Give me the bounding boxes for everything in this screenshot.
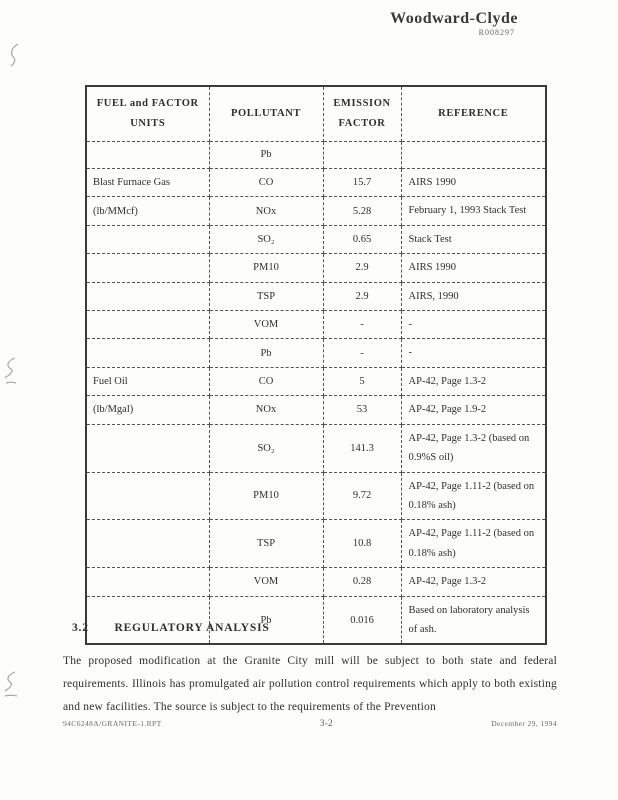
pollutant-cell: SO₂: [209, 424, 323, 472]
reference-cell: AP-42, Page 1.3-2: [401, 568, 546, 596]
table-row: [86, 472, 546, 520]
fuel-cell: [86, 310, 209, 338]
table-row: [86, 141, 546, 168]
pollutant-cell: PM10: [209, 472, 323, 520]
factor-cell: 5: [323, 367, 401, 395]
fuel-cell: [86, 472, 209, 520]
reference-cell: Based on laboratory analysis of ash.: [401, 596, 546, 644]
pollutant-cell: Pb: [209, 141, 323, 168]
reference-cell: -: [401, 310, 546, 338]
header-pollutant: POLLUTANT: [209, 86, 323, 141]
factor-cell: -: [323, 310, 401, 338]
pollutant-cell: VOM: [209, 310, 323, 338]
factor-cell: 10.8: [323, 520, 401, 568]
reference-cell: [401, 141, 546, 168]
pen-mark-icon: [3, 670, 19, 700]
table-row: [86, 396, 546, 424]
factor-cell: 2.9: [323, 254, 401, 282]
pollutant-cell: VOM: [209, 568, 323, 596]
factor-cell: 2.9: [323, 282, 401, 310]
table-row: [86, 367, 546, 395]
table-row: [86, 310, 546, 338]
fuel-cell: [86, 254, 209, 282]
factor-cell: 53: [323, 396, 401, 424]
pollutant-cell: TSP: [209, 282, 323, 310]
reference-cell: February 1, 1993 Stack Test: [401, 197, 546, 225]
fuel-cell: Fuel Oil: [86, 367, 209, 395]
table-row: [86, 197, 546, 225]
pen-mark-icon: [3, 356, 19, 386]
reference-cell: AP-42, Page 1.9-2: [401, 396, 546, 424]
footer-date: December 29, 1994: [491, 719, 557, 728]
pollutant-cell: NOx: [209, 396, 323, 424]
table-row: [86, 596, 546, 644]
pollutant-cell: PM10: [209, 254, 323, 282]
fuel-cell: [86, 339, 209, 367]
factor-cell: 141.3: [323, 424, 401, 472]
table-row: [86, 339, 546, 367]
header-reference: REFERENCE: [401, 86, 546, 141]
reference-cell: AIRS 1990: [401, 254, 546, 282]
emission-table-body: [86, 141, 546, 644]
table-row: [86, 282, 546, 310]
fuel-cell: (lb/MMcf): [86, 197, 209, 225]
fuel-cell: [86, 225, 209, 253]
table-row: [86, 254, 546, 282]
footer-file-reference: 94C6248A/GRANITE-1.RPT: [63, 719, 162, 728]
pollutant-cell: Pb: [209, 596, 323, 644]
factor-cell: 15.7: [323, 168, 401, 196]
table-header-row: [86, 86, 546, 141]
header-emission-factor: EMISSION FACTOR: [323, 86, 401, 141]
reference-cell: -: [401, 339, 546, 367]
pen-mark-icon: [8, 42, 22, 68]
factor-cell: -: [323, 339, 401, 367]
pollutant-cell: CO: [209, 168, 323, 196]
pollutant-cell: CO: [209, 367, 323, 395]
section-heading: [72, 622, 270, 634]
factor-cell: [323, 141, 401, 168]
factor-cell: 9.72: [323, 472, 401, 520]
company-logo: Woodward-Clyde: [390, 10, 518, 27]
factor-cell: 0.016: [323, 596, 401, 644]
factor-cell: 5.28: [323, 197, 401, 225]
table-row: [86, 424, 546, 472]
pollutant-cell: TSP: [209, 520, 323, 568]
reference-cell: AP-42, Page 1.3-2: [401, 367, 546, 395]
table-row: [86, 520, 546, 568]
reference-cell: AP-42, Page 1.11-2 (based on 0.18% ash): [401, 520, 546, 568]
pollutant-cell: SO₂: [209, 225, 323, 253]
fuel-cell: [86, 141, 209, 168]
factor-cell: 0.28: [323, 568, 401, 596]
pollutant-cell: Pb: [209, 339, 323, 367]
table-row: [86, 225, 546, 253]
reference-cell: AP-42, Page 1.11-2 (based on 0.18% ash): [401, 472, 546, 520]
section-title: REGULATORY ANALYSIS: [114, 622, 270, 634]
section-number: 3.2: [72, 622, 89, 634]
reference-cell: Stack Test: [401, 225, 546, 253]
reference-cell: AIRS 1990: [401, 168, 546, 196]
fuel-cell: [86, 520, 209, 568]
factor-cell: 0.65: [323, 225, 401, 253]
fuel-cell: Blast Furnace Gas: [86, 168, 209, 196]
pollutant-cell: NOx: [209, 197, 323, 225]
emission-factor-table: [85, 85, 547, 645]
body-paragraph: The proposed modification at the Granite City mill will be subject to both state and federal requirements. Illinois has promulgated air pollution control requirements which apply to both existing and new facilities. The source is subject to the requirements of the Prevention: [63, 655, 557, 713]
fuel-cell: [86, 282, 209, 310]
reference-cell: AP-42, Page 1.3-2 (based on 0.9%S oil): [401, 424, 546, 472]
fuel-cell: [86, 596, 209, 644]
page-footer: [63, 718, 557, 728]
reference-cell: AIRS, 1990: [401, 282, 546, 310]
fuel-cell: (lb/Mgal): [86, 396, 209, 424]
table-row: [86, 168, 546, 196]
fuel-cell: [86, 568, 209, 596]
document-stamp-number: R008297: [478, 28, 515, 37]
fuel-cell: [86, 424, 209, 472]
page-number: 3-2: [319, 718, 334, 728]
header-fuel-units: FUEL and FACTOR UNITS: [86, 86, 209, 141]
table-row: [86, 568, 546, 596]
